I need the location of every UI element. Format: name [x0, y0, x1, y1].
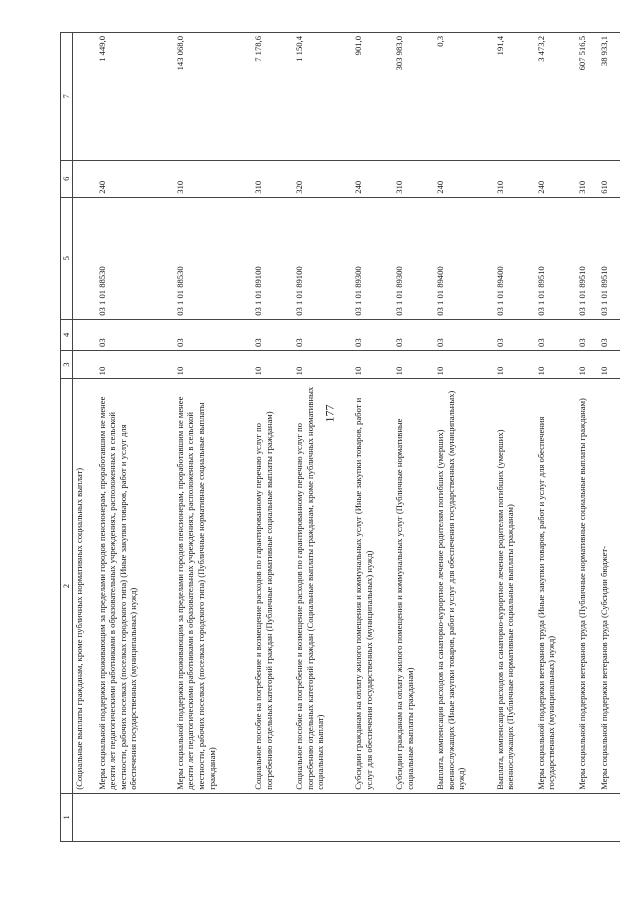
cell-amount: 0,3: [434, 33, 494, 161]
cell-name: Меры социальной поддержки ветеранов труда (Публичные нормативные социальные выплаты гражданам): [576, 379, 598, 793]
cell-expense-type: 310: [576, 160, 598, 197]
cell-col1: [96, 793, 174, 841]
cell-section: 10: [393, 350, 434, 378]
cell-amount: 303 983,0: [393, 33, 434, 161]
cell-col1: [174, 793, 252, 841]
cell-amount: 607 516,5: [576, 33, 598, 161]
cell-col1: [252, 793, 293, 841]
cell-col1: [576, 793, 598, 841]
cell-name: (Социальные выплаты гражданам, кроме публичных нормативных социальных выплат): [73, 379, 96, 793]
cell-subsection: 03: [494, 319, 535, 350]
cell-col1: [352, 793, 393, 841]
cell-name: Социальное пособие на погребение и возмещение расходов по гарантированному перечню услуг по погребению отдельных категорий граждан (Публичные нормативные социальные выплаты гражданам): [252, 379, 293, 793]
table-row: [393, 33, 434, 842]
cell-name: Выплата, компенсация расходов на санаторно-курортное лечение родителям погибших (умерших) военнослужащих (Публичные нормативные социальные выплаты гражданам): [494, 379, 535, 793]
cell-section: 10: [494, 350, 535, 378]
cell-col1: [393, 793, 434, 841]
cell-col1: [598, 793, 620, 841]
table-container: [60, 32, 620, 842]
table-row: [293, 33, 353, 842]
cell-section: 10: [535, 350, 576, 378]
column-header-4: 4: [61, 319, 73, 350]
cell-target-article: 03 1 01 89400: [494, 197, 535, 319]
cell-section: 10: [598, 350, 620, 378]
cell-subsection: 03: [598, 319, 620, 350]
cell-amount: 191,4: [494, 33, 535, 161]
cell-target-article: 03 1 01 89510: [535, 197, 576, 319]
cell-col1: [434, 793, 494, 841]
cell-target-article: [73, 197, 96, 319]
cell-name: Субсидии гражданам на оплату жилого помещения и коммунальных услуг (Публичные нормативные социальные выплаты гражданам): [393, 379, 434, 793]
column-header-7: 7: [61, 33, 73, 161]
cell-expense-type: 310: [393, 160, 434, 197]
cell-target-article: 03 1 01 88530: [96, 197, 174, 319]
cell-name: Меры социальной поддержки ветеранов труда (Субсидии бюджет-: [598, 379, 620, 793]
cell-name: Субсидии гражданам на оплату жилого помещения и коммунальных услуг (Иные закупки товаров, работ и услуг для обеспечения государственных (муниципальных) нужд): [352, 379, 393, 793]
budget-table: [60, 32, 620, 842]
cell-amount: [73, 33, 96, 161]
cell-section: 10: [96, 350, 174, 378]
cell-subsection: 03: [174, 319, 252, 350]
table-row: [535, 33, 576, 842]
cell-amount: 901,0: [352, 33, 393, 161]
cell-amount: 1 449,0: [96, 33, 174, 161]
cell-expense-type: 240: [96, 160, 174, 197]
cell-expense-type: 310: [494, 160, 535, 197]
table-row: [434, 33, 494, 842]
column-header-3: 3: [61, 350, 73, 378]
cell-amount: 143 068,0: [174, 33, 252, 161]
cell-expense-type: 240: [352, 160, 393, 197]
cell-expense-type: 310: [174, 160, 252, 197]
cell-section: 10: [576, 350, 598, 378]
cell-section: 10: [434, 350, 494, 378]
cell-target-article: 03 1 01 89400: [434, 197, 494, 319]
cell-subsection: 03: [352, 319, 393, 350]
table-header: [61, 33, 73, 842]
table-row: [352, 33, 393, 842]
cell-amount: 38 933,1: [598, 33, 620, 161]
cell-section: 10: [293, 350, 353, 378]
cell-section: 10: [252, 350, 293, 378]
cell-amount: 1 150,4: [293, 33, 353, 161]
cell-name: Социальное пособие на погребение и возмещение расходов по гарантированному перечню услуг по погребению отдельных категорий граждан (Социальные выплаты гражданам, кроме публичных нормативных социальных выплат): [293, 379, 353, 793]
cell-target-article: 03 1 01 89100: [293, 197, 353, 319]
cell-expense-type: 610: [598, 160, 620, 197]
cell-subsection: 03: [96, 319, 174, 350]
cell-col1: [73, 793, 96, 841]
cell-target-article: 03 1 01 89100: [252, 197, 293, 319]
column-header-6: 6: [61, 160, 73, 197]
cell-target-article: 03 1 01 89300: [352, 197, 393, 319]
cell-target-article: 03 1 01 89300: [393, 197, 434, 319]
cell-name: Выплата, компенсация расходов на санаторно-курортное лечение родителям погибших (умерших) военнослужащих (Иные закупки товаров, работ и услуг для обеспечения государственных (муниципальных) нужд): [434, 379, 494, 793]
cell-subsection: 03: [576, 319, 598, 350]
cell-target-article: 03 1 01 89510: [576, 197, 598, 319]
table-row: [174, 33, 252, 842]
cell-section: 10: [352, 350, 393, 378]
cell-expense-type: [73, 160, 96, 197]
cell-section: [73, 350, 96, 378]
cell-name: Меры социальной поддержки ветеранов труда (Иные закупки товаров, работ и услуг для обеспечения государственных (муниципальных) нужд): [535, 379, 576, 793]
cell-expense-type: 240: [434, 160, 494, 197]
table-row: [598, 33, 620, 842]
cell-expense-type: 320: [293, 160, 353, 197]
table-row: [576, 33, 598, 842]
column-header-2: 2: [61, 379, 73, 793]
table-row: [494, 33, 535, 842]
cell-subsection: 03: [252, 319, 293, 350]
cell-target-article: 03 1 01 88530: [174, 197, 252, 319]
column-header-1: 1: [61, 793, 73, 841]
cell-section: 10: [174, 350, 252, 378]
cell-expense-type: 310: [252, 160, 293, 197]
page-number: 177: [322, 404, 337, 423]
cell-subsection: [73, 319, 96, 350]
table-body: [73, 33, 621, 842]
cell-subsection: 03: [535, 319, 576, 350]
cell-subsection: 03: [434, 319, 494, 350]
table-row: [73, 33, 96, 842]
cell-name: Меры социальной поддержки проживающим за пределами городов пенсионерам, проработавшим не менее десяти лет педагогическими работниками в образовательных учреждениях, расположенных в сельской местности, рабочих поселках (поселках городского типа) (Публичные нормативные социальные выплаты гражданам): [174, 379, 252, 793]
table-row: [96, 33, 174, 842]
cell-subsection: 03: [293, 319, 353, 350]
cell-amount: 3 473,2: [535, 33, 576, 161]
cell-target-article: 03 1 01 89510: [598, 197, 620, 319]
cell-col1: [494, 793, 535, 841]
header-row: [61, 33, 73, 842]
cell-subsection: 03: [393, 319, 434, 350]
cell-amount: 7 178,6: [252, 33, 293, 161]
cell-expense-type: 240: [535, 160, 576, 197]
cell-name: Меры социальной поддержки проживающим за пределами городов пенсионерам, проработавшим не менее десяти лет педагогическими работниками в образовательных учреждениях, расположенных в сельской местности, рабочих поселках (поселках городского типа) (Иные закупки товаров, работ и услуг для обеспечения государственных (муниципальных) нужд): [96, 379, 174, 793]
cell-col1: [535, 793, 576, 841]
cell-col1: [293, 793, 353, 841]
table-row: [252, 33, 293, 842]
column-header-5: 5: [61, 197, 73, 319]
